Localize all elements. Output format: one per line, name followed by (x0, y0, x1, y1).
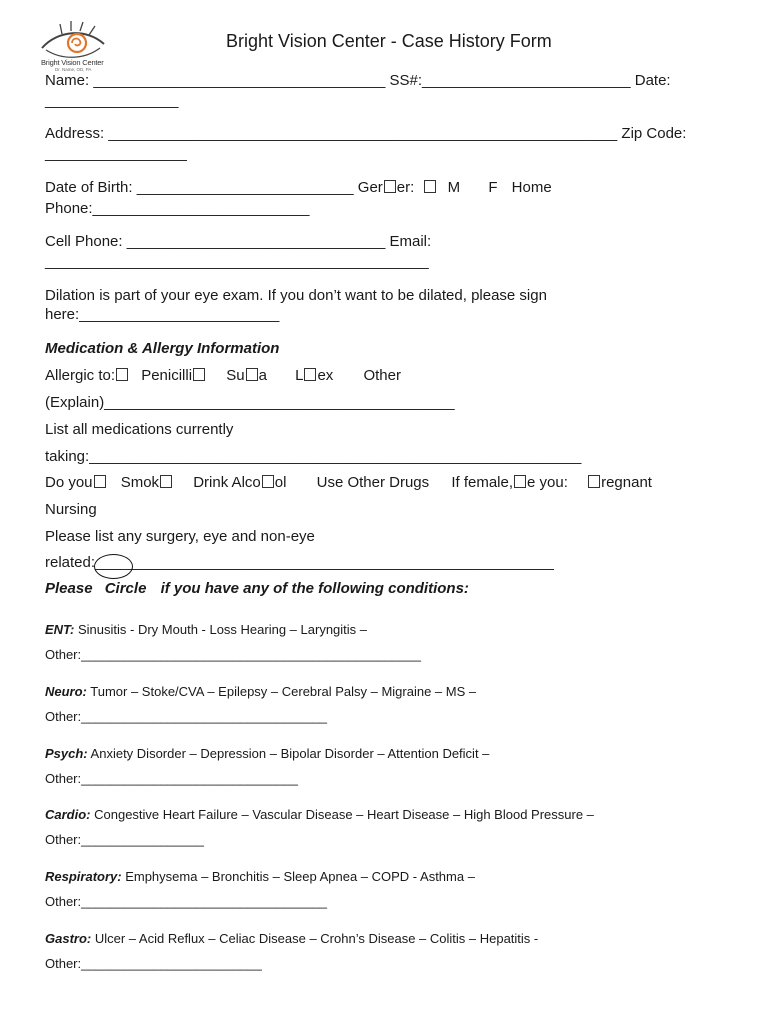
name-ssn-date-field[interactable]: Name: ___________________________________ SS#:_________________________ Date: (45, 72, 671, 89)
gender-checkbox-a[interactable] (384, 180, 396, 193)
conditions-heading-circle: Circle (104, 580, 147, 597)
drink-checkbox[interactable] (262, 475, 274, 488)
date-field-continued[interactable]: ________________ (45, 92, 179, 109)
do-you-checkbox[interactable] (94, 475, 106, 488)
condition-label: Neuro: (45, 684, 87, 699)
condition-label: Gastro: (45, 931, 92, 946)
condition-label: ENT: (45, 622, 75, 637)
address-zip-field[interactable]: Address: _____________________________________________________________ Zip Code: (45, 125, 687, 142)
surgery-related-field[interactable]: related:_______________________________________________________ (45, 554, 554, 571)
condition-list[interactable]: Congestive Heart Failure – Vascular Disease – Heart Disease – High Blood Pressure – (94, 807, 594, 822)
condition-cardio[interactable] (45, 807, 594, 822)
pregnant-checkbox[interactable] (588, 475, 600, 488)
sulfa-label-b: a (258, 367, 267, 384)
drink-label-b: ol (274, 474, 287, 491)
condition-label: Cardio: (45, 807, 91, 822)
condition-respiratory-other-field[interactable]: Other:__________________________________ (45, 894, 327, 909)
condition-label: Respiratory: (45, 869, 122, 884)
zip-field-continued[interactable]: _________________ (45, 145, 187, 162)
smoke-checkbox[interactable] (160, 475, 172, 488)
condition-ent-other-field[interactable]: Other:_______________________________________________ (45, 647, 421, 662)
condition-list[interactable]: Ulcer – Acid Reflux – Celiac Disease – Crohn’s Disease – Colitis – Hepatitis - (94, 931, 539, 946)
condition-gastro-other-field[interactable]: Other:_________________________ (45, 956, 262, 971)
dob-gender-row (45, 179, 552, 196)
latex-label-b: ex (317, 367, 334, 384)
if-female-label-b: e you: (527, 474, 568, 491)
condition-psych-other-field[interactable]: Other:______________________________ (45, 771, 299, 786)
conditions-heading-rest: if you have any of the following conditions: (160, 580, 469, 597)
condition-label: Psych: (45, 746, 88, 761)
penicillin-checkbox[interactable] (193, 368, 205, 381)
hand-drawn-circle-mark (94, 554, 133, 579)
gender-m-checkbox[interactable] (424, 180, 436, 193)
email-field-continued[interactable]: ______________________________________________ (45, 253, 429, 270)
do-you-label: Do you (45, 474, 93, 491)
conditions-heading (45, 580, 469, 597)
condition-list[interactable]: Sinusitis - Dry Mouth - Loss Hearing – Laryngitis – (78, 622, 368, 637)
logo-name: Bright Vision Center (41, 58, 104, 67)
sulfa-label-a: Su (226, 367, 245, 384)
home-phone-field[interactable]: Phone:__________________________ (45, 200, 310, 217)
gender-label: er: (396, 179, 415, 196)
gender-m-label: M (447, 179, 461, 196)
dilation-notice: Dilation is part of your eye exam. If you don’t want to be dilated, please sign (45, 287, 547, 304)
other-drugs-label: Use Other Drugs (316, 474, 430, 491)
smoke-label: Smok (120, 474, 160, 491)
condition-ent[interactable] (45, 622, 367, 637)
condition-neuro-other-field[interactable]: Other:__________________________________ (45, 709, 327, 724)
conditions-heading-please: Please (45, 580, 93, 597)
if-female-label-a: If female, (451, 474, 514, 491)
penicillin-label: Penicilli (141, 367, 193, 384)
condition-respiratory[interactable] (45, 869, 475, 884)
female-checkbox[interactable] (514, 475, 526, 488)
dilation-signature-field[interactable]: here:________________________ (45, 306, 280, 323)
drink-label-a: Drink Alco (193, 474, 261, 491)
cell-email-field[interactable]: Cell Phone: _______________________________ Email: (45, 233, 432, 250)
latex-checkbox[interactable] (304, 368, 316, 381)
allergy-explain-field[interactable]: (Explain)__________________________________________ (45, 394, 455, 411)
medications-taking-field[interactable]: taking:___________________________________________________________ (45, 448, 582, 465)
pregnant-label: regnant (601, 474, 652, 491)
condition-list[interactable]: Anxiety Disorder – Depression – Bipolar Disorder – Attention Deficit – (90, 746, 490, 761)
condition-gastro[interactable] (45, 931, 538, 946)
home-label: Home (511, 179, 552, 196)
condition-neuro[interactable] (45, 684, 476, 699)
gender-f-label: F (488, 179, 498, 196)
other-allergy-label: Other (363, 367, 401, 384)
allergy-row (45, 367, 401, 384)
surgery-label: Please list any surgery, eye and non-eye (45, 528, 315, 545)
medication-heading: Medication & Allergy Information (45, 340, 280, 357)
allergic-label: Allergic to: (45, 367, 116, 384)
condition-psych[interactable] (45, 746, 489, 761)
medications-label: List all medications currently (45, 421, 234, 438)
condition-cardio-other-field[interactable]: Other:_________________ (45, 832, 205, 847)
habits-row (45, 474, 652, 491)
dob-field[interactable]: Date of Birth: __________________________ Ger (45, 179, 383, 196)
page-title: Bright Vision Center - Case History Form (226, 31, 552, 51)
nursing-label: Nursing (45, 501, 97, 518)
allergy-checkbox-1[interactable] (116, 368, 128, 381)
latex-label-a: L (295, 367, 304, 384)
condition-list[interactable]: Tumor – Stoke/CVA – Epilepsy – Cerebral Palsy – Migraine – MS – (90, 684, 477, 699)
condition-list[interactable]: Emphysema – Bronchitis – Sleep Apnea – COPD - Asthma – (125, 869, 475, 884)
logo-subtitle: Dr. Name, OD, PA (55, 67, 92, 72)
sulfa-checkbox[interactable] (246, 368, 258, 381)
